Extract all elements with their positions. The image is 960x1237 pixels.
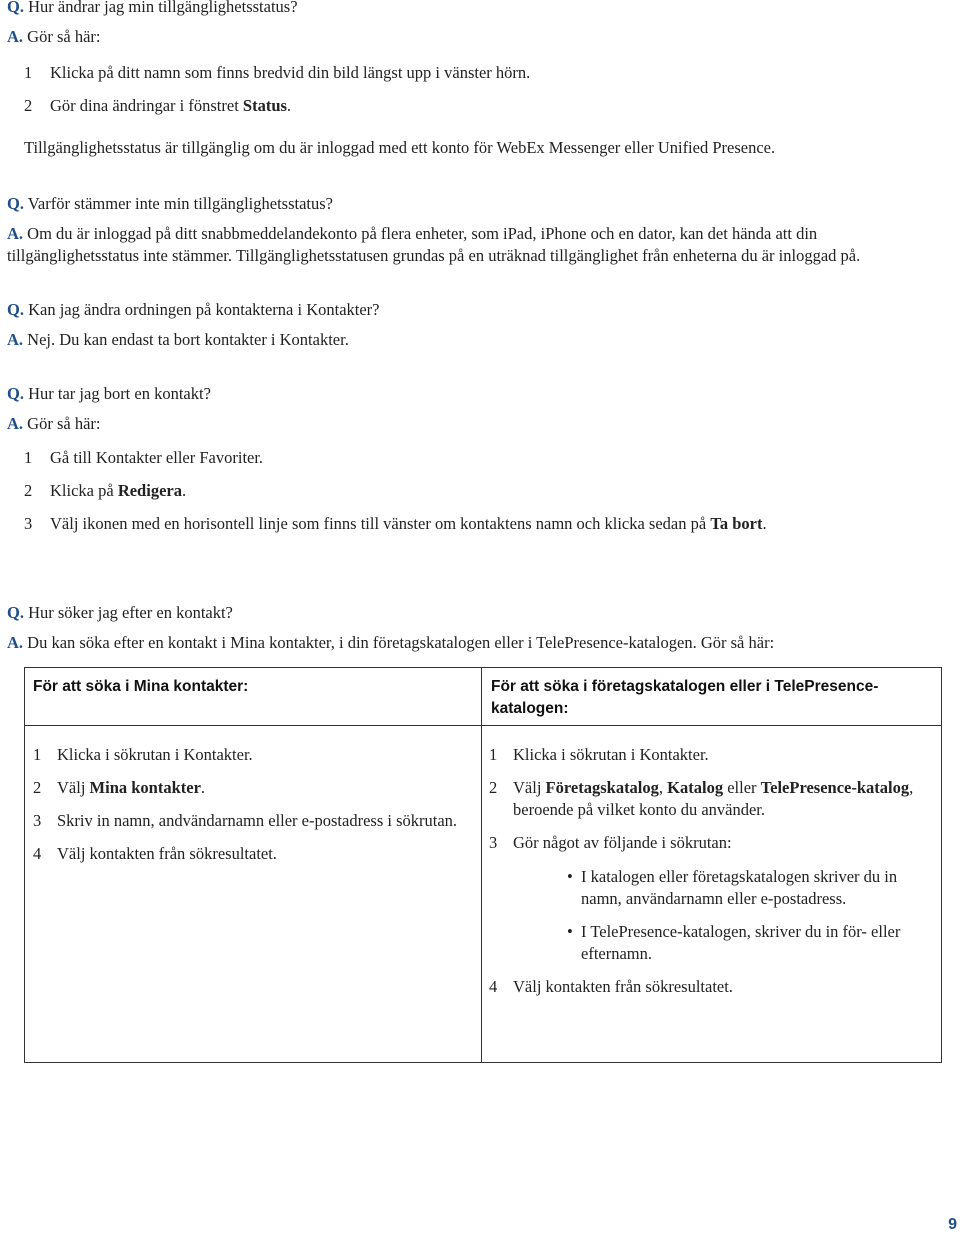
step-list <box>0 447 960 535</box>
note: Tillgänglighetsstatus är tillgänglig om du är inloggad med ett konto för WebEx Messenger eller Unified Presence. <box>24 138 776 157</box>
step-list <box>481 744 941 998</box>
column-my-contacts <box>25 744 481 876</box>
list-item: 2 Gör dina ändringar i fönstret Status. <box>24 96 292 115</box>
step-list <box>0 62 960 117</box>
qa-availability-change <box>0 0 960 159</box>
list-item: 1 Klicka i sökrutan i Kontakter. <box>33 745 253 764</box>
page-number: 9 <box>948 1216 957 1233</box>
list-item: 3 Gör något av följande i sökrutan: • I katalogen eller företagskatalogen skriver du in namn, användarnamn eller e-postadress. • I TelePresence-katalogen, skriver du in för- eller efternamn. <box>481 832 941 965</box>
qa-availability-mismatch <box>0 193 960 267</box>
list-item: 2 Klicka på Redigera. <box>24 481 187 500</box>
bullet-item: • I TelePresence-katalogen, skriver du in för- eller efternamn. <box>567 922 901 963</box>
step-list <box>25 744 481 865</box>
question: Q. Hur ändrar jag min tillgänglighetsstatus? <box>7 0 298 16</box>
list-item: 1 Gå till Kontakter eller Favoriter. <box>24 448 264 467</box>
search-instructions-table <box>24 667 942 1063</box>
answer: A. Nej. Du kan endast ta bort kontakter i Kontakter. <box>7 330 349 349</box>
list-item: 3 Välj ikonen med en horisontell linje som finns till vänster om kontaktens namn och klicka sedan på Ta bort. <box>24 514 767 533</box>
list-item: 4 Välj kontakten från sökresultatet. <box>489 977 733 996</box>
bullet-list <box>513 866 931 965</box>
bullet-icon: • <box>567 867 573 886</box>
answer: A. Gör så här: <box>7 414 101 433</box>
bullet-icon: • <box>567 922 573 941</box>
qa-contact-order <box>0 299 960 351</box>
answer: A. Du kan söka efter en kontakt i Mina kontakter, i din företagskatalogen eller i TelePresence-katalogen. Gör så här: <box>7 633 775 652</box>
question: Q. Hur söker jag efter en kontakt? <box>7 603 233 622</box>
table-header-directory: För att söka i företagskatalogen eller i TelePresence-katalogen: <box>491 678 879 717</box>
table-header-my-contacts: För att söka i Mina kontakter: <box>33 678 249 695</box>
list-item: 3 Skriv in namn, andvändarnamn eller e-postadress i sökrutan. <box>33 811 458 830</box>
question: Q. Varför stämmer inte min tillgänglighetsstatus? <box>7 194 333 213</box>
question: Q. Kan jag ändra ordningen på kontakterna i Kontakter? <box>7 300 380 319</box>
list-item: 2 Välj Mina kontakter. <box>33 778 206 797</box>
column-directory <box>481 744 941 1009</box>
answer: A. Gör så här: <box>7 27 101 46</box>
question: Q. Hur tar jag bort en kontakt? <box>7 384 211 403</box>
list-item: 1 Klicka på ditt namn som finns bredvid din bild längst upp i vänster hörn. <box>24 63 531 82</box>
list-item: 2 Välj Företagskatalog, Katalog eller TelePresence-katalog, beroende på vilket konto du använder. <box>489 778 914 819</box>
bullet-item: • I katalogen eller företagskatalogen skriver du in namn, användarnamn eller e-postadress. <box>567 867 898 908</box>
list-item: 1 Klicka i sökrutan i Kontakter. <box>489 745 709 764</box>
qa-remove-contact <box>0 383 960 535</box>
answer: A. Om du är inloggad på ditt snabbmeddelandekonto på flera enheter, som iPad, iPhone och en dator, kan det hända att din tillgänglighetsstatus inte stämmer. Tillgänglighetsstatusen grundas på en uträknad tillgänglighet från enheterna du är inloggad på. <box>7 224 861 265</box>
qa-search-contact <box>0 602 960 654</box>
list-item: 4 Välj kontakten från sökresultatet. <box>33 844 277 863</box>
